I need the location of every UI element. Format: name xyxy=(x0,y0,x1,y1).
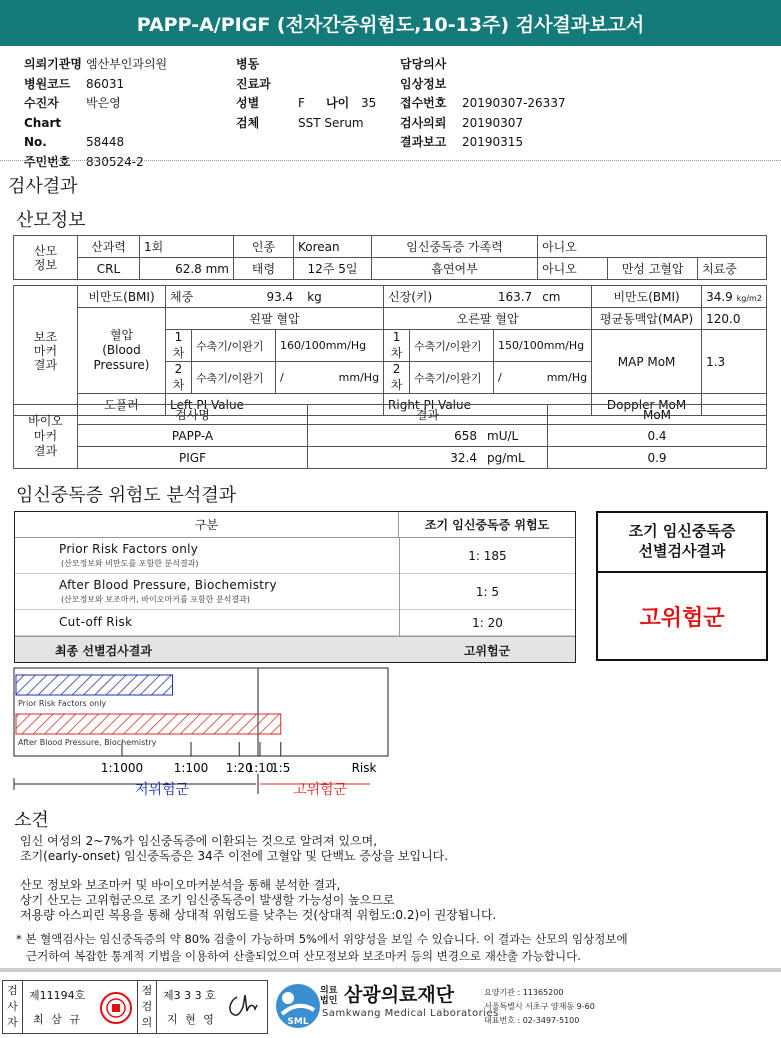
info-row xyxy=(236,114,396,134)
right-bp-2-unit: mm/Hg xyxy=(546,371,588,384)
tester-label: 검사자 xyxy=(3,981,23,1033)
info-row xyxy=(236,55,396,75)
crl-value: 62.8 mm xyxy=(140,258,234,280)
bio-col-mom: MoM xyxy=(548,405,767,425)
tick-label: 1:10 xyxy=(246,761,274,775)
screening-box-title: 조기 임신중독증 선별검사결과 xyxy=(598,513,766,573)
tick-label: 1:1000 xyxy=(100,761,144,775)
patient-info-col3 xyxy=(400,55,660,153)
bio-unit: mU/L xyxy=(487,428,519,443)
age-label: 나이 xyxy=(326,96,350,110)
org-name-en: Samkwang Medical Laboratories xyxy=(322,1008,499,1019)
left-sysdia-label: 수축기/이완기 xyxy=(192,330,276,362)
bp-label: 혈압 (Blood Pressure) xyxy=(78,308,166,394)
risk-value: 1: 185 xyxy=(399,538,575,574)
family-history-label: 임신중독증 가족력 xyxy=(372,236,538,258)
bar-label: After Blood Pressure, Biochemistry xyxy=(18,738,157,747)
contact-line: 요양기관 : 11365200 xyxy=(484,988,564,997)
info-value: 박은영 xyxy=(86,96,121,110)
bmi-unit: kg/m2 xyxy=(736,293,762,303)
left-first-label: 1차 xyxy=(166,330,192,362)
opinion-line: 저용량 아스피린 복용을 통해 상대적 위험도를 낮추는 것(상대적 위험도:0.2)이 권장됩니다. xyxy=(20,908,497,922)
info-row xyxy=(400,94,660,114)
info-value: SST Serum xyxy=(298,115,364,130)
section-opinion: 소견 xyxy=(14,810,49,831)
maternal-marker-table xyxy=(13,285,767,416)
bio-value: 658 xyxy=(454,428,477,443)
risk-sublabel: (산모정보와 보조마커, 바이오마커를 포함한 분석결과) xyxy=(61,595,250,604)
age-value: 35 xyxy=(361,96,377,110)
maternal-group-label: 보조 마커 결과 xyxy=(14,286,78,416)
risk-value: 1: 20 xyxy=(399,610,575,636)
info-row xyxy=(24,114,234,153)
info-label: 의뢰기관명 xyxy=(24,57,82,71)
left-second-label: 2차 xyxy=(166,362,192,394)
info-row xyxy=(24,94,234,114)
bmi-label-2: 비만도(BMI) xyxy=(592,286,702,308)
opinion-line: 임신 여성의 2~7%가 임신중독증에 이환되는 것으로 알려져 있으며, xyxy=(20,834,378,848)
left-bp-2-unit: mm/Hg xyxy=(338,371,380,384)
left-sysdia-label-2: 수축기/이완기 xyxy=(192,362,276,394)
info-label: 결과보고 xyxy=(400,135,447,149)
bio-col-result: 결과 xyxy=(308,405,548,425)
race-label: 인종 xyxy=(234,236,294,258)
map-mom-label: MAP MoM xyxy=(592,330,702,394)
info-label: 주민번호 xyxy=(24,154,71,169)
info-label: 검체 xyxy=(236,115,260,130)
risk-label: After Blood Pressure, Biochemistry xyxy=(59,578,277,592)
risk-table xyxy=(14,511,576,663)
tick-label: 1:5 xyxy=(271,761,291,775)
checker-label: 점검의 xyxy=(137,981,157,1033)
ga-label: 태령 xyxy=(234,258,294,280)
info-label: 접수번호 xyxy=(400,96,447,110)
risk-row xyxy=(15,538,575,574)
info-label: 진료과 xyxy=(236,76,271,91)
opinion-line: 상기 산모는 고위험군으로 조기 임신중독증이 발생할 가능성이 높으므로 xyxy=(20,893,395,907)
smoking-label: 흡연여부 xyxy=(372,258,538,280)
risk-bar xyxy=(16,714,281,734)
tester-name: 최 삼 규 xyxy=(33,1013,82,1026)
htn-label: 만성 고혈압 xyxy=(608,258,698,280)
info-label: 수진자 xyxy=(24,96,59,110)
family-history-value: 아니오 xyxy=(538,236,767,258)
bmi-value: 34.9 xyxy=(706,289,733,304)
risk-col-value: 조기 임신중독증 위험도 xyxy=(399,512,575,538)
mother-info-table xyxy=(13,235,767,280)
left-pi-label: Left PI Value xyxy=(166,394,384,416)
info-row xyxy=(24,153,234,173)
risk-label: Cut-off Risk xyxy=(59,615,133,629)
contact-line: 서울특별시 서초구 양재동 9-60 xyxy=(484,1002,595,1011)
info-value: 20190307 xyxy=(462,115,524,130)
risk-row xyxy=(15,610,575,636)
height-unit: cm xyxy=(542,290,561,304)
crl-label: CRL xyxy=(78,258,140,280)
right-bp-1: 150/100mm/Hg xyxy=(494,330,592,362)
info-value: 20190307-26337 xyxy=(462,96,566,110)
htn-value: 치료중 xyxy=(698,258,767,280)
logo-text: SML xyxy=(287,1017,309,1027)
info-label: 성별 xyxy=(236,96,260,110)
info-label: Chart No. xyxy=(24,115,62,149)
patient-info-col1 xyxy=(24,55,234,172)
mother-group-label: 산모 정보 xyxy=(14,236,78,280)
final-label: 최종 선별검사결과 xyxy=(55,644,152,658)
org-prefix: 의료 법인 xyxy=(320,986,338,1006)
section-result: 검사결과 xyxy=(8,176,78,197)
bmi-label: 비만도(BMI) xyxy=(78,286,166,308)
parity-label: 산과력 xyxy=(78,236,140,258)
info-label: 병동 xyxy=(236,57,260,71)
map-mom-value: 1.3 xyxy=(702,330,767,394)
disclaimer-line: * 본 혈액검사는 임신중독증의 약 80% 검출이 가능하며 5%에서 위양성을 보일 수 있습니다. 이 결과는 산모의 임상정보에 xyxy=(16,932,628,946)
bio-group-label: 바이오 마커 결과 xyxy=(14,405,78,469)
info-label: 담당의사 xyxy=(400,57,447,71)
info-row xyxy=(24,55,234,75)
risk-value: 1: 5 xyxy=(399,574,575,610)
checker-no: 제3 3 3 호 xyxy=(163,989,216,1002)
info-row xyxy=(400,75,660,95)
info-value: 20190315 xyxy=(462,135,524,149)
right-second-label: 2차 xyxy=(384,362,410,394)
right-bp-label: 오른팔 혈압 xyxy=(384,308,592,330)
low-risk-label: 저위험군 xyxy=(134,782,190,798)
info-label: 임상정보 xyxy=(400,76,447,91)
info-value: F xyxy=(298,96,305,110)
info-row xyxy=(236,75,396,95)
info-label: 검사의뢰 xyxy=(400,115,447,130)
opinion-text xyxy=(20,834,770,923)
weight-unit: kg xyxy=(307,290,322,304)
risk-sublabel: (산모정보와 비만도를 포함한 분석결과) xyxy=(61,559,199,568)
screening-result-box xyxy=(596,511,768,661)
weight-label: 체중 xyxy=(170,290,194,304)
bio-mom: 0.4 xyxy=(548,425,767,447)
org-name: 삼광의료재단 xyxy=(344,984,455,1006)
signature-box xyxy=(2,980,268,1034)
biomarker-table xyxy=(13,404,767,469)
info-value: 엠산부인과의원 xyxy=(86,57,168,71)
weight-value: 93.4 xyxy=(266,290,294,304)
table-row xyxy=(14,425,767,447)
section-risk: 임신중독증 위험도 분석결과 xyxy=(16,485,237,506)
height-value: 163.7 xyxy=(497,290,533,304)
ga-value: 12주 5일 xyxy=(294,258,372,280)
sml-logo-icon xyxy=(272,980,324,1032)
left-bp-2: / xyxy=(280,371,284,384)
info-label: 병원코드 xyxy=(24,76,71,91)
right-sysdia-label-2: 수축기/이완기 xyxy=(410,362,494,394)
final-result-row xyxy=(15,636,575,662)
tick-label: 1:20 xyxy=(225,761,253,775)
bar-label: Prior Risk Factors only xyxy=(18,699,107,708)
risk-label: Prior Risk Factors only xyxy=(59,542,199,556)
checker-name: 지 현 영 xyxy=(167,1013,216,1026)
bio-name: PIGF xyxy=(78,447,308,469)
info-row xyxy=(400,114,660,134)
map-value: 120.0 xyxy=(702,308,767,330)
info-value: 830524-2 xyxy=(86,154,144,169)
opinion-line: 조기(early-onset) 임신중독증은 34주 이전에 고혈압 및 단백뇨 증상을 보입니다. xyxy=(20,849,449,863)
final-value: 고위험군 xyxy=(463,644,511,658)
right-first-label: 1차 xyxy=(384,330,410,362)
info-row xyxy=(400,133,660,153)
contact-info xyxy=(484,986,595,1028)
bio-col-name: 검사명 xyxy=(78,405,308,425)
bio-value: 32.4 xyxy=(450,450,477,465)
section-mother: 산모정보 xyxy=(16,210,86,231)
doppler-label: 도플러 xyxy=(78,394,166,416)
info-row xyxy=(400,55,660,75)
info-value: 86031 xyxy=(86,76,125,91)
tester-no: 제11194호 xyxy=(29,989,86,1002)
parity-value: 1회 xyxy=(140,236,234,258)
smoking-value: 아니오 xyxy=(538,258,608,280)
info-row xyxy=(24,75,234,95)
info-value: 58448 xyxy=(86,135,125,149)
right-pi-label: Right PI Value xyxy=(384,394,592,416)
risk-col-category: 구분 xyxy=(15,512,399,538)
axis-risk-label: Risk xyxy=(351,761,377,775)
map-label: 평균동맥압(MAP) xyxy=(592,308,702,330)
doppler-mom-label: Doppler MoM xyxy=(592,394,702,416)
height-label: 신장(키) xyxy=(388,290,433,304)
bio-name: PAPP-A xyxy=(78,425,308,447)
opinion-line: 산모 정보와 보조마커 및 바이오마커분석을 통해 분석한 결과, xyxy=(20,878,341,892)
signature-icon xyxy=(225,991,261,1021)
divider xyxy=(0,160,781,161)
left-bp-1: 160/100mm/Hg xyxy=(276,330,384,362)
high-risk-label: 고위험군 xyxy=(292,782,348,798)
seal-stamp-icon xyxy=(99,989,133,1027)
tick-label: 1:100 xyxy=(173,761,209,775)
footer-divider xyxy=(0,968,781,972)
contact-line: 대표번호 : 02-3497-5100 xyxy=(484,1016,580,1025)
right-sysdia-label: 수축기/이완기 xyxy=(410,330,494,362)
screening-box-result: 고위험군 xyxy=(639,606,725,631)
age-field xyxy=(326,94,376,114)
risk-bar xyxy=(16,675,173,695)
bio-unit: pg/mL xyxy=(487,450,525,465)
disclaimer xyxy=(16,931,776,965)
race-value: Korean xyxy=(294,236,372,258)
risk-chart xyxy=(10,666,410,806)
disclaimer-line: 근거하여 복잡한 통계적 기법을 이용하여 산출되었으며 산모정보와 보조마커 등의 변경으로 재산출 가능합니다. xyxy=(26,949,581,963)
report-title: PAPP-A/PIGF (전자간증위험도,10-13주) 검사결과보고서 xyxy=(0,0,781,46)
risk-row xyxy=(15,574,575,610)
left-bp-label: 왼팔 혈압 xyxy=(166,308,384,330)
right-bp-2: / xyxy=(498,371,502,384)
bio-mom: 0.9 xyxy=(548,447,767,469)
table-row xyxy=(14,447,767,469)
